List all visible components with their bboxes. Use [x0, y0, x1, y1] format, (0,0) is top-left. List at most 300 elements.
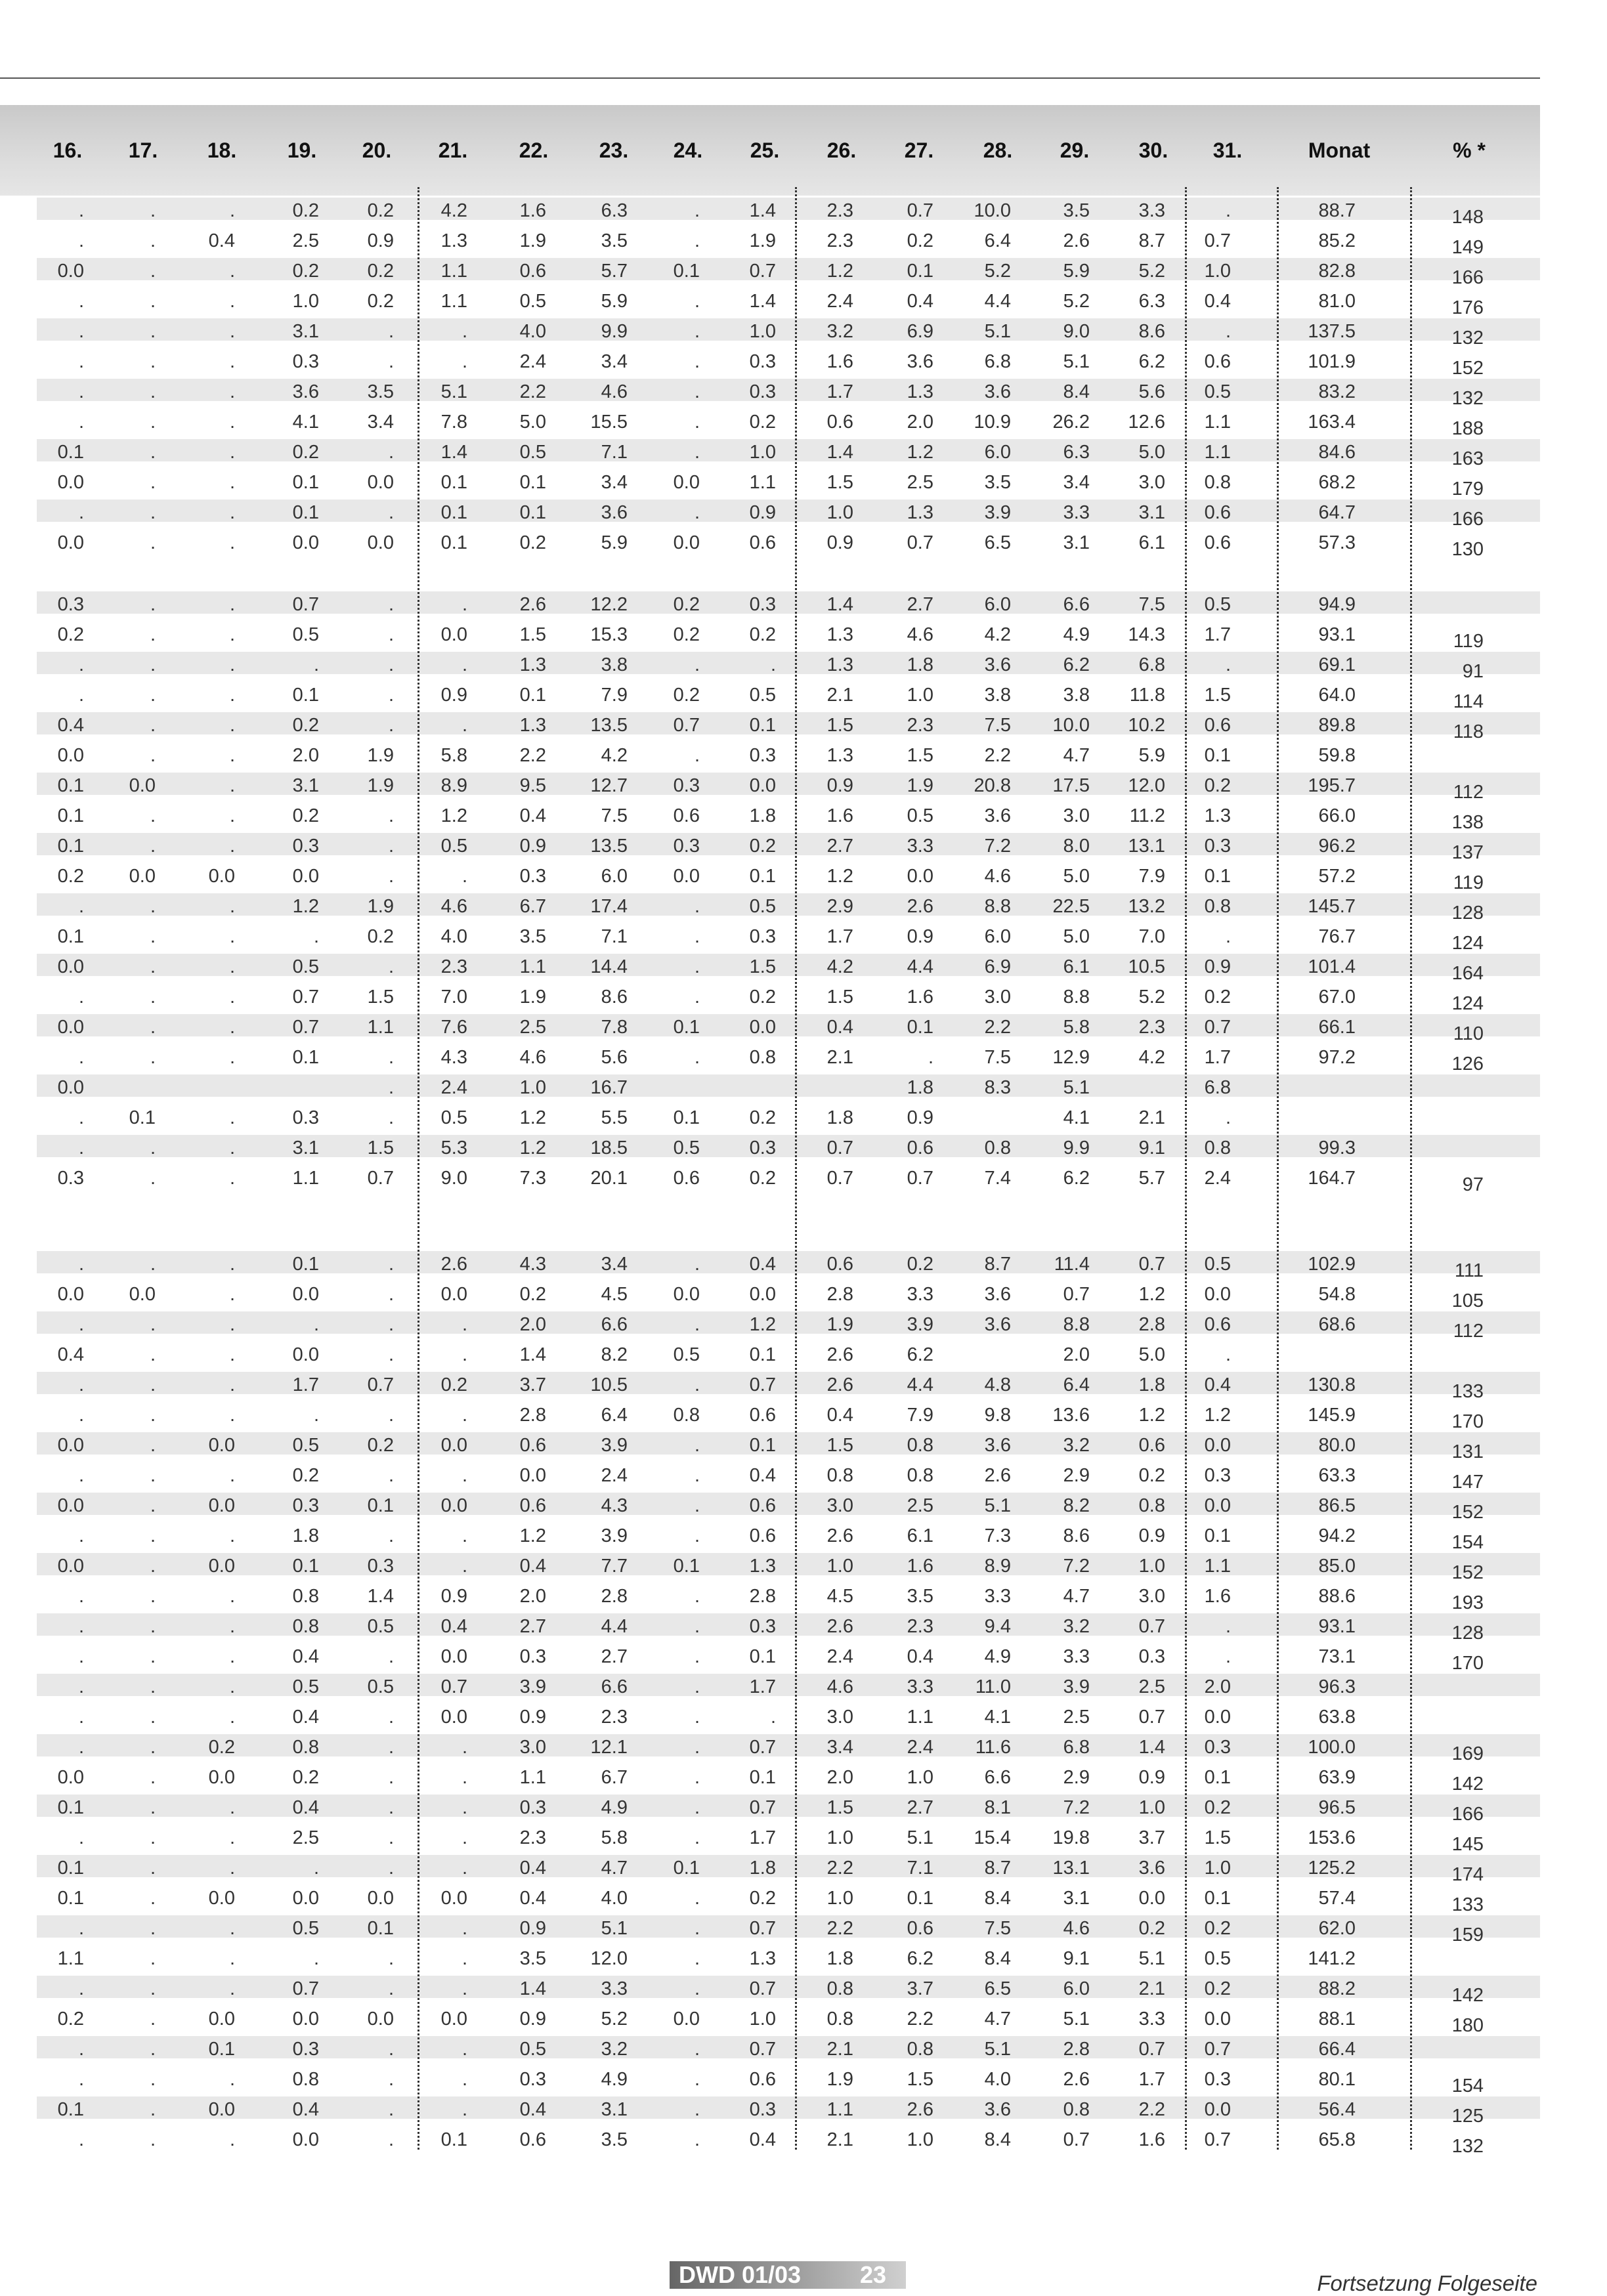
table-cell: 1.9	[367, 745, 394, 766]
table-cell: 3.6	[1138, 1858, 1165, 1879]
table-cell: 0.0	[907, 866, 933, 887]
table-cell: .	[150, 1888, 156, 1909]
table-cell: 0.6	[519, 2129, 546, 2150]
table-cell: 1.1	[367, 1017, 394, 1038]
table-cell: 3.0	[826, 1495, 853, 1516]
table-cell: 1.5	[826, 987, 853, 1008]
table-cell: .	[150, 896, 156, 917]
table-cell: .	[229, 1168, 235, 1189]
table-cell: 0.1	[57, 1858, 84, 1879]
table-cell: 5.9	[601, 291, 628, 312]
table-cell: 7.0	[1138, 926, 1165, 947]
table-cell: 0.1	[1204, 1888, 1231, 1909]
table-cell: 6.2	[907, 1948, 933, 1969]
table-cell: 176	[1451, 297, 1484, 318]
table-cell: 0.3	[673, 775, 700, 796]
top-rule	[0, 77, 1540, 79]
table-cell: 105	[1451, 1290, 1484, 1311]
table-cell: 101.9	[1308, 351, 1356, 372]
table-cell: 6.9	[984, 956, 1011, 977]
table-cell: 6.1	[907, 1525, 933, 1546]
table-cell: 0.7	[749, 1374, 776, 1395]
table-cell: 5.7	[1138, 1168, 1165, 1189]
table-cell: 15.4	[974, 1827, 1011, 1848]
table-cell: 0.7	[1204, 1017, 1231, 1038]
table-cell: 141.2	[1308, 1948, 1356, 1969]
table-cell: 1.1	[1204, 442, 1231, 463]
table-cell: 0.7	[907, 200, 933, 221]
table-cell: 5.1	[1063, 2009, 1090, 2030]
table-cell: 13.5	[590, 836, 628, 857]
table-cell: .	[78, 1616, 84, 1637]
table-cell: 96.3	[1318, 1676, 1356, 1697]
table-cell: 2.2	[826, 1918, 853, 1939]
table-cell: 2.6	[826, 1344, 853, 1365]
table-cell: 2.2	[519, 381, 546, 402]
table-cell: .	[388, 1314, 394, 1335]
table-cell: 0.2	[367, 291, 394, 312]
table-cell: 169	[1451, 1743, 1484, 1764]
table-cell: 8.9	[984, 1556, 1011, 1577]
table-cell: 0.5	[749, 896, 776, 917]
table-cell: 0.0	[367, 472, 394, 493]
table-cell: 6.5	[984, 532, 1011, 553]
table-cell: .	[694, 1978, 700, 1999]
table-cell: 3.6	[984, 1314, 1011, 1335]
table-cell: 0.1	[1204, 1767, 1231, 1788]
table-cell: .	[461, 1556, 467, 1577]
table-cell: 0.0	[673, 532, 700, 553]
table-cell: .	[388, 2129, 394, 2150]
table-cell: 152	[1451, 1562, 1484, 1583]
table-cell: 119	[1453, 872, 1484, 893]
table-cell: 0.3	[749, 594, 776, 615]
table-cell: 4.6	[601, 381, 628, 402]
table-cell: 0.6	[1204, 1314, 1231, 1335]
table-cell: .	[388, 1344, 394, 1365]
table-cell: 166	[1451, 1804, 1484, 1825]
table-cell: 7.1	[601, 926, 628, 947]
table-cell: .	[461, 1978, 467, 1999]
table-cell: 0.9	[749, 502, 776, 523]
row-stripe	[37, 500, 1540, 522]
table-cell: .	[78, 987, 84, 1008]
table-cell: .	[388, 685, 394, 706]
table-cell: 4.7	[601, 1858, 628, 1879]
table-cell: 0.2	[1204, 1797, 1231, 1818]
table-cell: 1.0	[1138, 1797, 1165, 1818]
table-cell: 1.2	[440, 805, 467, 826]
table-cell: 3.2	[601, 2039, 628, 2060]
table-cell: 7.9	[907, 1405, 933, 1426]
table-cell: 0.1	[673, 1017, 700, 1038]
table-cell: .	[150, 1525, 156, 1546]
table-cell: 4.6	[826, 1676, 853, 1697]
table-cell: 8.3	[984, 1077, 1011, 1098]
table-cell: 163.4	[1308, 412, 1356, 433]
table-cell: 2.9	[1063, 1767, 1090, 1788]
table-cell: 7.3	[984, 1525, 1011, 1546]
table-cell: 145.7	[1308, 896, 1356, 917]
table-cell: 1.0	[1204, 1858, 1231, 1879]
table-cell: 4.9	[984, 1646, 1011, 1667]
table-cell: 124	[1451, 993, 1484, 1014]
table-cell: 0.2	[749, 836, 776, 857]
table-cell: 2.5	[519, 1017, 546, 1038]
table-cell: 5.2	[1063, 291, 1090, 312]
table-cell: .	[388, 805, 394, 826]
table-cell: 0.7	[749, 1978, 776, 1999]
table-cell: 1.7	[826, 381, 853, 402]
table-cell: 0.5	[292, 1435, 319, 1456]
table-cell: 0.0	[673, 1284, 700, 1305]
table-cell: 0.1	[907, 1017, 933, 1038]
table-cell: .	[694, 1676, 700, 1697]
table-cell: .	[78, 1107, 84, 1128]
table-cell: 3.9	[601, 1435, 628, 1456]
table-cell: 6.8	[1063, 1737, 1090, 1758]
column-separator	[795, 187, 797, 2150]
table-cell: 4.5	[826, 1586, 853, 1607]
table-cell: 124	[1451, 933, 1484, 954]
table-cell: .	[229, 442, 235, 463]
row-stripe	[37, 833, 1540, 855]
table-cell: 0.8	[907, 1435, 933, 1456]
table-cell: 0.0	[1204, 2009, 1231, 2030]
table-cell: .	[388, 2099, 394, 2120]
table-cell: 0.4	[907, 1646, 933, 1667]
table-cell: 8.7	[1138, 230, 1165, 251]
table-cell: 1.5	[1204, 685, 1231, 706]
table-cell: .	[229, 1858, 235, 1879]
table-cell: .	[150, 1737, 156, 1758]
table-cell: 1.3	[749, 1948, 776, 1969]
table-cell: 5.2	[1138, 261, 1165, 282]
table-cell: .	[150, 1495, 156, 1516]
table-cell: 13.1	[1128, 836, 1165, 857]
table-cell: 3.6	[984, 1284, 1011, 1305]
table-cell: .	[694, 291, 700, 312]
table-cell: 145	[1451, 1834, 1484, 1855]
table-cell: 3.9	[984, 502, 1011, 523]
table-cell: 0.8	[1204, 472, 1231, 493]
table-cell: 1.2	[749, 1314, 776, 1335]
table-cell: 133	[1451, 1894, 1484, 1915]
table-cell: 0.2	[57, 2009, 84, 2030]
table-cell: 0.3	[673, 836, 700, 857]
table-cell: .	[461, 1465, 467, 1486]
table-cell: 0.6	[1204, 532, 1231, 553]
table-cell: .	[78, 1525, 84, 1546]
table-cell: 0.8	[292, 1737, 319, 1758]
table-cell: 6.1	[1138, 532, 1165, 553]
table-cell: 0.2	[292, 805, 319, 826]
table-cell: 0.7	[367, 1374, 394, 1395]
column-header: 26.	[826, 138, 857, 162]
table-cell: 0.1	[57, 775, 84, 796]
table-cell: 5.0	[519, 412, 546, 433]
table-cell: 94.9	[1318, 594, 1356, 615]
table-cell: 0.3	[1204, 1737, 1231, 1758]
table-cell: 0.2	[292, 442, 319, 463]
table-cell: 7.9	[601, 685, 628, 706]
table-cell: .	[150, 685, 156, 706]
table-cell: 0.1	[907, 261, 933, 282]
table-cell: .	[150, 412, 156, 433]
table-cell: 0.2	[292, 1465, 319, 1486]
table-cell: 20.8	[974, 775, 1011, 796]
table-cell: 1.4	[440, 442, 467, 463]
row-stripe	[37, 591, 1540, 614]
table-cell: 0.0	[57, 956, 84, 977]
table-cell: 2.9	[1063, 1465, 1090, 1486]
table-cell: 0.0	[440, 624, 467, 645]
table-cell: .	[229, 502, 235, 523]
table-cell: 15.5	[590, 412, 628, 433]
table-cell: 0.2	[1138, 1465, 1165, 1486]
table-cell: 6.2	[1063, 1168, 1090, 1189]
table-cell: 0.7	[292, 1017, 319, 1038]
table-cell: 1.7	[1204, 624, 1231, 645]
table-cell: 0.2	[749, 624, 776, 645]
table-cell: 1.0	[907, 1767, 933, 1788]
table-cell: 0.0	[129, 866, 156, 887]
table-cell: 8.7	[984, 1858, 1011, 1879]
table-cell: 17.5	[1052, 775, 1090, 796]
table-cell: 97	[1462, 1174, 1484, 1195]
table-cell: .	[150, 1707, 156, 1728]
table-cell: .	[150, 1344, 156, 1365]
table-cell: 8.6	[601, 987, 628, 1008]
table-cell: .	[388, 1047, 394, 1068]
table-cell: .	[694, 351, 700, 372]
table-cell: 4.6	[440, 896, 467, 917]
table-cell: 148	[1451, 207, 1484, 228]
table-cell: 0.3	[749, 1616, 776, 1637]
table-cell: 0.4	[749, 2129, 776, 2150]
table-cell: 0.4	[57, 715, 84, 736]
table-cell: 1.7	[1138, 2069, 1165, 2090]
table-cell: .	[150, 987, 156, 1008]
table-cell: 0.8	[826, 1978, 853, 1999]
table-cell: .	[229, 1017, 235, 1038]
table-cell: 0.9	[367, 230, 394, 251]
table-cell: 0.4	[1204, 291, 1231, 312]
row-stripe	[37, 379, 1540, 401]
table-cell: 0.3	[519, 866, 546, 887]
table-cell: 0.0	[57, 1556, 84, 1577]
table-cell: 3.1	[1138, 502, 1165, 523]
table-cell: 2.1	[1138, 1978, 1165, 1999]
table-cell: .	[150, 261, 156, 282]
table-cell: 0.1	[1204, 866, 1231, 887]
table-cell: .	[229, 1465, 235, 1486]
table-cell: 15.3	[590, 624, 628, 645]
table-cell: 2.6	[826, 1374, 853, 1395]
table-cell: 0.6	[1138, 1435, 1165, 1456]
table-cell: 101.4	[1308, 956, 1356, 977]
column-header: 31.	[1212, 138, 1243, 162]
table-cell: .	[78, 502, 84, 523]
table-cell: 1.9	[367, 896, 394, 917]
table-cell: 2.3	[826, 230, 853, 251]
table-cell: .	[694, 1374, 700, 1395]
table-cell: .	[229, 775, 235, 796]
row-stripe	[37, 1493, 1540, 1515]
table-cell: .	[694, 2069, 700, 2090]
table-cell: 3.6	[984, 805, 1011, 826]
table-cell: .	[388, 624, 394, 645]
table-cell: .	[78, 1374, 84, 1395]
table-cell: 0.9	[440, 1586, 467, 1607]
table-cell: 0.1	[749, 1767, 776, 1788]
table-cell: 102.9	[1308, 1254, 1356, 1275]
table-cell: 3.6	[984, 2099, 1011, 2120]
table-cell: .	[313, 1858, 319, 1879]
table-cell: 9.8	[984, 1405, 1011, 1426]
table-cell: .	[1225, 321, 1231, 342]
table-cell: 0.0	[208, 1888, 235, 1909]
table-cell: 0.1	[440, 532, 467, 553]
table-cell: 0.8	[984, 1137, 1011, 1159]
table-cell: .	[694, 502, 700, 523]
table-cell: .	[229, 1344, 235, 1365]
column-header: Monat	[1308, 138, 1371, 162]
table-cell: 2.5	[292, 230, 319, 251]
table-cell: 1.1	[519, 956, 546, 977]
table-cell: 84.6	[1318, 442, 1356, 463]
table-cell: 164	[1451, 963, 1484, 984]
table-cell: .	[388, 2039, 394, 2060]
table-cell: .	[461, 1827, 467, 1848]
table-cell: 153.6	[1308, 1827, 1356, 1848]
table-cell: 1.2	[292, 896, 319, 917]
row-stripe	[37, 1795, 1540, 1817]
table-cell: 2.1	[1138, 1107, 1165, 1128]
table-cell: 88.2	[1318, 1978, 1356, 1999]
table-cell: 0.5	[292, 624, 319, 645]
table-cell: 0.3	[1204, 1465, 1231, 1486]
table-cell: 0.5	[907, 805, 933, 826]
table-cell: 7.5	[984, 1047, 1011, 1068]
table-cell: 63.8	[1318, 1707, 1356, 1728]
table-cell: 1.8	[907, 654, 933, 675]
table-cell: 3.3	[1138, 2009, 1165, 2030]
table-cell: .	[313, 926, 319, 947]
table-cell: .	[388, 1405, 394, 1426]
table-cell: 0.0	[749, 1284, 776, 1305]
table-cell: .	[150, 1767, 156, 1788]
table-cell: .	[461, 1918, 467, 1939]
table-cell: .	[388, 1284, 394, 1305]
table-cell: 2.9	[826, 896, 853, 917]
table-cell: 1.1	[749, 472, 776, 493]
table-cell: 0.2	[367, 926, 394, 947]
table-cell: 174	[1451, 1864, 1484, 1885]
table-cell: 159	[1451, 1924, 1484, 1945]
table-cell: 0.5	[292, 956, 319, 977]
table-cell: .	[461, 1405, 467, 1426]
table-cell: 0.1	[57, 836, 84, 857]
table-cell: 4.2	[1138, 1047, 1165, 1068]
table-cell: 2.6	[519, 594, 546, 615]
table-cell: .	[388, 594, 394, 615]
table-cell: .	[150, 715, 156, 736]
table-cell: 0.8	[1138, 1495, 1165, 1516]
table-cell: 14.3	[1128, 624, 1165, 645]
table-cell: 4.2	[826, 956, 853, 977]
table-cell: 0.8	[826, 1465, 853, 1486]
table-cell: 142	[1451, 1774, 1484, 1795]
table-cell: 1.6	[826, 351, 853, 372]
table-cell: .	[694, 1435, 700, 1456]
table-cell: 2.6	[984, 1465, 1011, 1486]
table-cell: .	[78, 200, 84, 221]
table-cell: 0.5	[749, 685, 776, 706]
table-cell: 16.7	[590, 1077, 628, 1098]
table-cell: 0.3	[749, 745, 776, 766]
table-cell: 2.3	[601, 1707, 628, 1728]
table-cell: .	[694, 1047, 700, 1068]
table-cell: .	[388, 1646, 394, 1667]
table-cell: 7.3	[519, 1168, 546, 1189]
table-cell: 1.4	[1138, 1737, 1165, 1758]
table-cell: 5.1	[984, 1495, 1011, 1516]
table-cell: 0.9	[826, 775, 853, 796]
table-cell: 0.1	[292, 685, 319, 706]
table-cell: 5.0	[1138, 442, 1165, 463]
table-cell: 2.8	[826, 1284, 853, 1305]
table-cell: 180	[1451, 2015, 1484, 2036]
table-cell: .	[229, 472, 235, 493]
table-cell: 114	[1453, 691, 1484, 712]
table-cell: .	[78, 2129, 84, 2150]
table-cell: 2.4	[826, 291, 853, 312]
table-cell: .	[694, 200, 700, 221]
table-cell: .	[388, 836, 394, 857]
table-cell: 2.4	[601, 1465, 628, 1486]
table-cell: 6.8	[1138, 654, 1165, 675]
table-cell: 86.5	[1318, 1495, 1356, 1516]
table-cell: 0.0	[367, 532, 394, 553]
table-cell: 1.6	[519, 200, 546, 221]
table-cell: 10.0	[974, 200, 1011, 221]
table-cell: 5.1	[440, 381, 467, 402]
table-cell: 0.0	[129, 1284, 156, 1305]
table-cell: 8.4	[984, 1948, 1011, 1969]
table-cell: 163	[1451, 448, 1484, 469]
table-cell: 2.8	[1138, 1314, 1165, 1335]
table-cell: 0.2	[519, 1284, 546, 1305]
table-cell: .	[150, 1556, 156, 1577]
table-cell: 5.7	[601, 261, 628, 282]
table-cell: 0.2	[673, 624, 700, 645]
table-cell: 0.1	[673, 261, 700, 282]
table-cell: 0.9	[1138, 1767, 1165, 1788]
table-cell: 1.8	[826, 1948, 853, 1969]
table-cell: 8.8	[984, 896, 1011, 917]
table-cell: .	[78, 1646, 84, 1667]
table-cell: 0.0	[367, 2009, 394, 2030]
table-cell: 1.5	[519, 624, 546, 645]
table-cell: .	[388, 2069, 394, 2090]
table-cell: 0.7	[826, 1168, 853, 1189]
table-cell: .	[388, 351, 394, 372]
table-cell: 0.7	[749, 1918, 776, 1939]
table-cell: 13.1	[1052, 1858, 1090, 1879]
table-cell: 132	[1451, 388, 1484, 409]
table-cell: .	[150, 381, 156, 402]
